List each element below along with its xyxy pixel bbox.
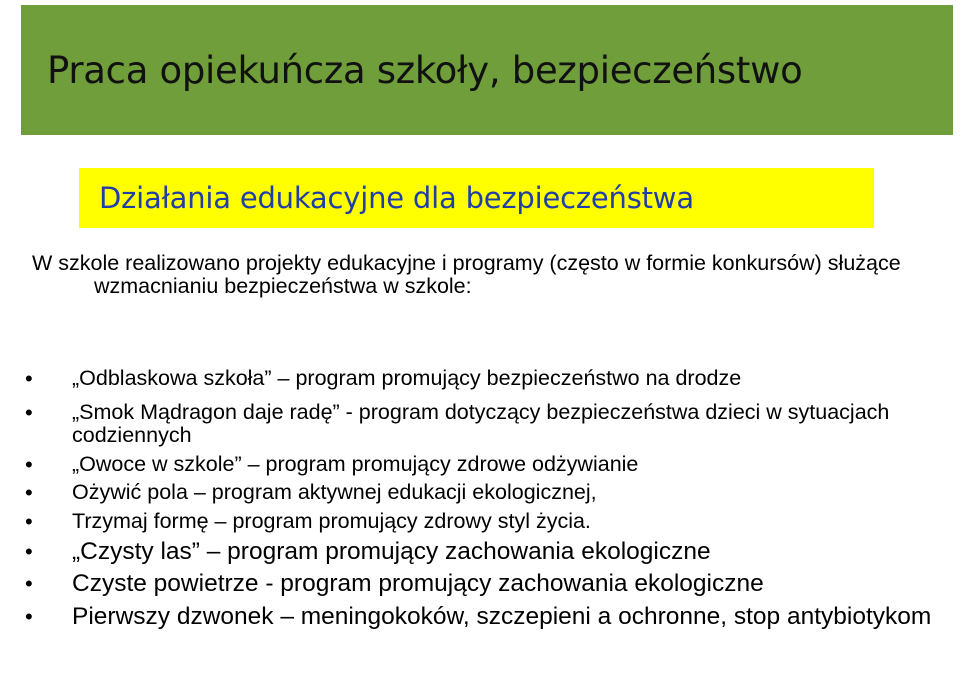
bullet-list [25, 367, 945, 630]
bullet-item-smok-madragon: • „Smok Mądragon daje radę” - program dotyczący bezpieczeństwa dzieci w sytuacjach codziennych [25, 401, 945, 447]
slide-title: Praca opiekuńcza szkoły, bezpieczeństwo [47, 48, 803, 92]
bullet-item-owoce-w-szkole: • „Owoce w szkole” – program promujący zdrowe odżywianie [25, 453, 945, 476]
bullet-item-czyste-powietrze: • Czyste powietrze - program promujący zachowania ekologiczne [25, 571, 945, 597]
intro-paragraph: W szkole realizowano projekty edukacyjne i programy (często w formie konkursów) służące wzmacnianiu bezpieczeństwa w szkole: [32, 251, 901, 298]
slide-subtitle: Działania edukacyjne dla bezpieczeństwa [99, 181, 694, 215]
subtitle-banner [79, 168, 874, 228]
bullet-item-ozywic-pola: • Ożywić pola – program aktywnej edukacji ekologicznej, [25, 481, 945, 504]
bullet-item-pierwszy-dzwonek: • Pierwszy dzwonek – meningokoków, szczepieni a ochronne, stop antybiotykom [25, 604, 945, 630]
bullet-item-czysty-las: • „Czysty las” – program promujący zachowania ekologiczne [25, 539, 945, 565]
bullet-item-trzymaj-forme: • Trzymaj formę – program promujący zdrowy styl życia. [25, 510, 945, 533]
bullet-item-odblaskowa-szkola: • „Odblaskowa szkoła” – program promujący bezpieczeństwo na drodze [25, 367, 945, 390]
title-banner [21, 5, 953, 135]
